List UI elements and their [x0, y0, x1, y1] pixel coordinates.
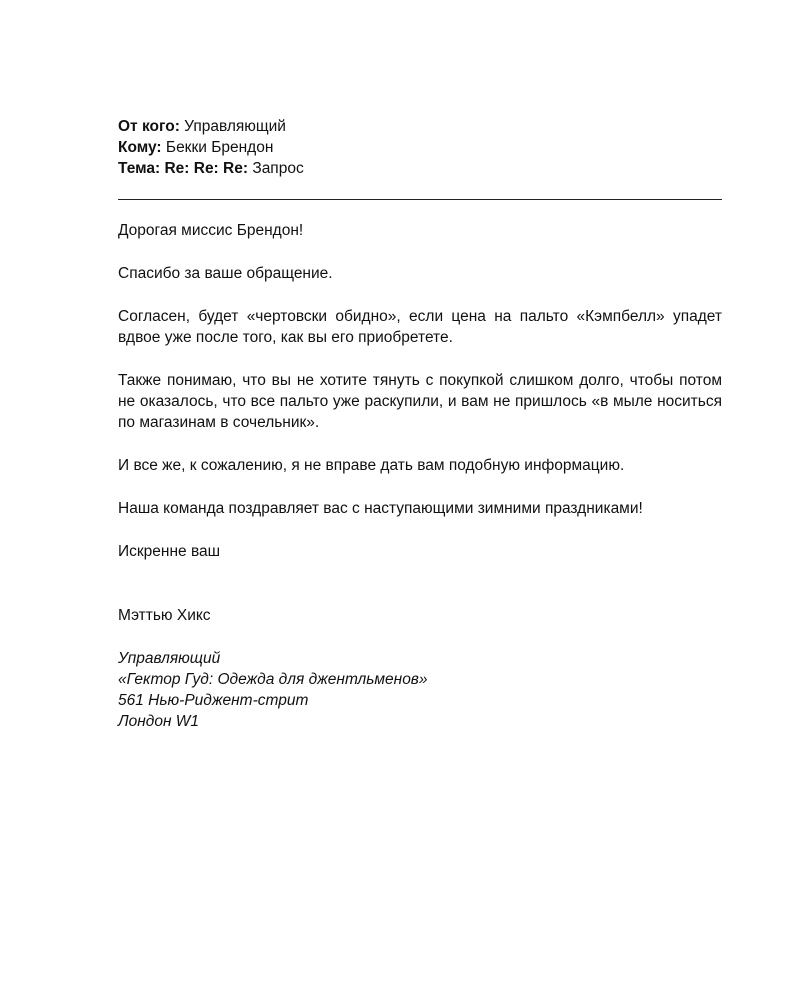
subject-line: [118, 158, 722, 179]
address-street: 561 Нью-Риджент-стрит: [118, 692, 309, 709]
address-city: Лондон W1: [118, 713, 200, 730]
from-line: [118, 116, 722, 137]
subject-value: Запрос: [252, 160, 304, 177]
from-label: От кого:: [118, 118, 180, 135]
signer-name: Мэттью Хикс: [118, 607, 211, 624]
company-name: «Гектор Гуд: Одежда для джентльменов»: [118, 671, 428, 688]
paragraph-understand: Также понимаю, что вы не хотите тянуть с покупкой слишком долго, чтобы потом не оказалось, что все пальто уже раскупили, и вам не пришлось «в мыле носиться по магазинам в сочельник».: [118, 372, 722, 431]
subject-label: Тема: Re: Re: Re:: [118, 160, 249, 177]
from-value: Управляющий: [184, 118, 286, 135]
paragraph-agree: Согласен, будет «чертовски обидно», если цена на пальто «Кэмпбелл» упадет вдвое уже после того, как вы его приобретете.: [118, 308, 722, 346]
signer-title: Управляющий: [118, 650, 221, 667]
closing: Искренне ваш: [118, 543, 221, 560]
paragraph-greetings: Наша команда поздравляет вас с наступающими зимними праздниками!: [118, 500, 643, 517]
greeting: Дорогая миссис Брендон!: [118, 222, 304, 239]
paragraph-thanks: Спасибо за ваше обращение.: [118, 265, 333, 282]
signer-details: [118, 648, 722, 732]
to-value: Бекки Брендон: [165, 139, 274, 156]
to-line: [118, 137, 722, 158]
to-label: Кому:: [118, 139, 162, 156]
header-divider: [118, 199, 722, 200]
letter-body: [118, 220, 722, 732]
paragraph-regret: И все же, к сожалению, я не вправе дать вам подобную информацию.: [118, 457, 625, 474]
letter-page: [118, 116, 722, 730]
signature-space: [118, 562, 722, 605]
